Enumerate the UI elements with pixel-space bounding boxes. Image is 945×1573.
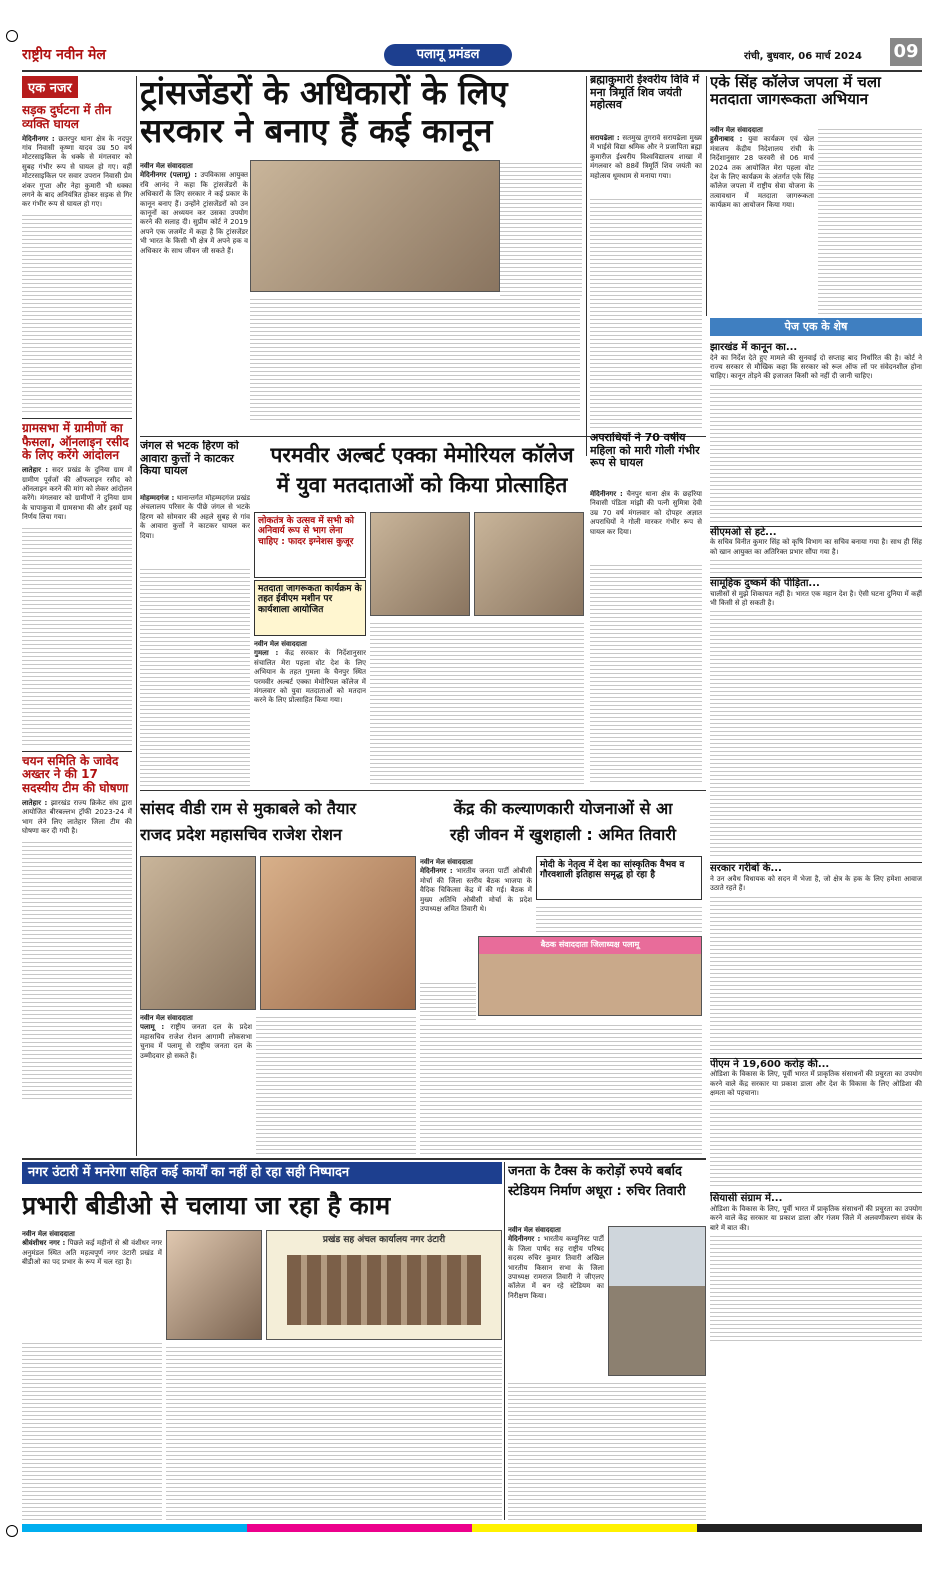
text-continuation: [420, 980, 476, 1020]
lead-body: नवीन मेल संवाददाता मेदिनीनगर (पलामू) : उपविकास आयुक्त रवि आनंद ने कहा कि ट्रांसजेंडरों के अधिकारों के लिए सरकार ने कई प्रकार के कानून बनाए हैं। उन्होंने ट्रांसजेंडरों को उन कानूनों का अध्ययन कर उसका उपयोग करने की सलाह दी। सुप्रीम कोर्ट ने 2019 अपने एक जजमेंट में कहा है कि ट्रांसजेंडर भी भारत के किसी भी क्षेत्र में अपने हक व अधिकार के साथ जीवन जी सकते हैं।: [140, 162, 248, 255]
lead-headline: ट्रांसजेंडरों के अधिकारों के लिए सरकार ने बनाए हैं कई कानून: [140, 74, 508, 150]
side-headline: ब्रह्माकुमारी ईश्वरीय विवि में मना त्रिमूर्ति शिव जयंती महोत्सव: [590, 74, 700, 112]
text-continuation: [710, 894, 922, 1054]
text-continuation: [710, 382, 922, 522]
welfare-quote-box: मोदी के नेतृत्व में देश का सांस्कृतिक वैभव व गौरवशाली इतिहास समृद्ध हो रहा है: [536, 856, 702, 900]
column-rule: [136, 76, 137, 1156]
text-continuation: [22, 1340, 162, 1520]
singh-headline: एके सिंह कॉलेज जपला में चला मतदाता जागरूकता अभियान: [710, 74, 881, 109]
page-one-remainder-tag: पेज एक के शेष: [710, 318, 922, 336]
masthead-rule: [22, 70, 922, 72]
text-continuation: [22, 525, 132, 745]
column-rule: [706, 76, 707, 316]
left-column: [22, 76, 132, 1276]
section-badge: पलामू प्रमंडल: [384, 44, 512, 66]
brief-body: लातेहार : सदर प्रखंड के दुनिया ग्राम में ग्रामीण पूर्वजों की ऑफलाइन रसीद को ऑनलाइन करने की मांग को लेकर आंदोलन करेंगे। मंगलवार को ग्रामीणों ने दुनिया ग्राम के चापाकुवा में ग्रामसभा की और इसमें यह निर्णय लिया गया।: [22, 466, 132, 522]
welfare-headline: केंद्र की कल्याणकारी योजनाओं से आ रही जीवन में खुशहाली : अमित तिवारी: [449, 799, 676, 844]
singh-body: नवीन मेल संवाददाता हुसैनाबाद : युवा कार्यक्रम एवं खेल मंत्रालय केंद्रीय निदेशालय रांची के निर्देशानुसार 28 फरवरी से 06 मार्च 2024 तक आयोजित मेरा पहला वोट देश के लिए कार्यक्रम के अंतर्गत एके सिंह कॉलेज जपला में राष्ट्रीय सेवा योजना के तत्वावधान में मतदाता जागरूकता कार्यक्रम का आयोजन किया गया।: [710, 126, 814, 210]
editorial-column: झारखंड में कानून का... देने का निर्देश देते हुए मामले की सुनवाई दो सप्ताह बाद निर्धारित की है। कोर्ट ने राज्य सरकार से मौखिक कहा कि सरकार को रूल ऑफ लॉ पर संवेदनशील होना चाहिए। कानून तोड़ने की इजाजत किसी को नहीं दी जानी चाहिए। सीएमओ से हटे... के सचिव विनीत कुमार सिंह को कृषि विभाग का सचिव बनाया गया है। साथ ही सिंह को खान आयुक्त का अतिरिक्त प्रभार सौंपा गया है। सामूहिक दुष्कर्म की पीड़िता... चालीसों से मुझे शिकायत नहीं है। भारत एक महान देश है। ऐसी घटना दुनिया में कहीं भी किसी से हो सकती है। सरकार गरीबों के... ने उन अवैध विधायक को सदन में भेजा है, जो क्षेत्र के हक के लिए हमेशा आवाज उठाते रहते हैं। पीएम ने 19,600 करोड़ की... ओडिशा के विकास के लिए, पूर्वी भारत में प्राकृतिक संसाधनों की प्रचुरता का उपयोग करने वाले केंद्र सरकार या प्रकाश डाला और देश के विकास के लिए ओडिशा की क्षमता को पहचाना। सियासी संग्राम में... ओडिशा के विकास के लिए, पूर्वी भारत में प्राकृतिक संसाधनों की प्रचुरता का उपयोग करने वाले केंद्र सरकार या प्रकाश डाला और गंजम जिले में अलवणीकरण संयंत्र के बारे में बात की।: [710, 340, 922, 1530]
text-continuation: [140, 566, 250, 786]
dog-headline: जंगल से भटक हिरण को आवारा कुत्तों ने काटकर किया घायल: [140, 440, 239, 478]
text-continuation: [536, 904, 702, 934]
college-body: नवीन मेल संवाददाता गुमला : केंद्र सरकार के निर्देशानुसार संचालित मेरा पहला वोट देश के लिए अभियान के तहत गुमला के चैनपुर स्थित परमवीर अल्बर्ट एक्का मेमोरियल कॉलेज में मंगलवार को युवा मतदाताओं को मतदान करने के लिए प्रोत्साहित किया गया।: [254, 640, 366, 705]
text-continuation: [590, 196, 702, 428]
mgnrega-headline: प्रभारी बीडीओ से चलाया जा रहा है काम: [22, 1191, 391, 1220]
college-photo-2: [474, 512, 584, 616]
brief-body: लातेहार : झारखंड राज्य क्रिकेट संघ द्वारा आयोजित बीरबल्लभ ट्रॉफी 2023-24 में भाग लेने लिए लातेहार जिला टीम की घोषणा कर दी गयी है।: [22, 799, 132, 836]
page-number: 09: [890, 38, 922, 66]
registration-mark: [6, 30, 18, 42]
stadium-headline: जनता के टैक्स के करोड़ों रुपये बर्बाद स्टेडियम निर्माण अधूरा : रुचिर तिवारी: [508, 1164, 686, 1199]
dog-body: मोहम्मदगंज : थानान्तर्गत मोहम्मदगंज प्रखंड अंचलालय परिसर के पीछे जंगल से भटके हिरण को सोमवार की अहले सुबह से गांव के आवारा कुत्तों ने काटकर घायल कर दिया।: [140, 494, 250, 540]
text-continuation: [508, 1380, 706, 1520]
text-continuation: [710, 608, 922, 858]
side-body: सरायढेला : सतमुख तुगरावे सरायढेला मुख्य में भाईसे विद्या श्रमिक और ने प्रजापिता ब्रह्मा कुमारीज ईश्वरीय विश्वविद्यालय शाखा में मंगलवार को 88वें त्रिमूर्ति शिव जयंती का महोत्सव धूमधाम से मनाया गया।: [590, 134, 702, 180]
bdo-photo: [166, 1230, 262, 1340]
mp-photo-1: [140, 856, 256, 1010]
registration-mark: [6, 1525, 18, 1537]
column-rule: [586, 76, 587, 456]
brief-headline: ग्रामसभा में ग्रामीणों का फैसला, ऑनलाइन रसीद के लिए करेंगे आंदोलन: [22, 418, 132, 463]
mgnrega-strap: नगर उंटारी में मनरेगा सहित कई कार्यों का नहीं हो रहा सही निष्पादन: [22, 1162, 502, 1184]
section-rule: [140, 790, 706, 791]
text-continuation: [22, 839, 132, 1099]
text-continuation: [370, 620, 584, 784]
mp-body: नवीन मेल संवाददाता पलामू : राष्ट्रीय जनता दल के प्रदेश महासचिव राजेश रोशन आगामी लोकसभा चुनाव में पलामू से राष्ट्रीय जनता दल के उम्मीदवार हो सकते हैं।: [140, 1014, 252, 1060]
text-continuation: [256, 1014, 416, 1154]
section-rule: [22, 1158, 706, 1160]
paper-name: राष्ट्रीय नवीन मेल: [22, 47, 106, 63]
text-continuation: [710, 1233, 922, 1343]
college-photo-1: [370, 512, 470, 616]
brief-body: मेदिनीनगर : छतरपुर थाना क्षेत्र के नदपुर गांव निवासी कृष्णा यादव उम्र 50 वर्ष मोटरसाइकिल के धक्के से मंगलवार को सुबह गंभीर रूप से घायल हो गए। वहीं मोटरसाइकिल पर सवार उपरान निवासी प्रेम शंकर गुप्ता और नेहा कुमारी भी धक्का लगने के बाद अनियंत्रित होकर सड़क से गिर कर गंभीर रूप से घायल हो गए।: [22, 134, 132, 209]
office-photo: प्रखंड सह अंचल कार्यालय नगर उंटारी: [266, 1230, 502, 1340]
text-continuation: [590, 562, 702, 784]
text-continuation: [22, 212, 132, 412]
text-continuation: [500, 160, 582, 296]
shot-headline: अपराधियों ने 70 वर्षीय महिला को मारी गोली गंभीर रूप से घायल: [590, 432, 700, 470]
color-bar: [22, 1524, 922, 1532]
college-headline: परमवीर अल्बर्ट एक्का मेमोरियल कॉलेज में युवा मतदाताओं को किया प्रोत्साहित: [270, 443, 574, 497]
lead-photo: [250, 160, 500, 292]
brief-headline: चयन समिति के जावेद अख्तर ने की 17 सदस्यीय टीम की घोषणा: [22, 751, 132, 796]
text-continuation: [710, 1098, 922, 1188]
college-subhead-box: मतदाता जागरूकता कार्यक्रम के तहत ईवीएम मशीन पर कार्यशाला आयोजित: [254, 580, 366, 636]
text-continuation: [818, 126, 922, 316]
welfare-body: नवीन मेल संवाददाता मेदिनीनगर : भारतीय जनता पार्टी ओबीसी मोर्चा की जिला स्तरीय बैठक भाजपा के वैदिक चिकित्सा केंद्र में की गई। बैठक में मुख्य अतिथि ओबीसी मोर्चा के प्रदेश उपाध्यक्ष अमित तिवारी थे।: [420, 858, 532, 914]
stadium-photo: [608, 1226, 706, 1376]
mp-photo-2: [260, 856, 416, 1010]
column-rule: [504, 1162, 505, 1520]
mgnrega-body: नवीन मेल संवाददाता श्रीवंशीधर नगर : पिछले कई महीनों से श्री वंशीधर नगर अनुमंडल स्थित अति महत्वपूर्ण नगर उंटारी प्रखंड में बीडीओ का पद प्रभार के रूप में चल रहा है।: [22, 1230, 162, 1267]
mp-headline: सांसद वीडी राम से मुकाबले को तैयार राजद प्रदेश महासचिव राजेश रोशन: [140, 799, 357, 844]
college-quote-box: लोकतंत्र के उत्सव में सभी को अनिवार्य रूप से भाग लेना चाहिए : फादर इग्नेशस कुजूर: [254, 512, 366, 578]
text-continuation: [420, 1022, 702, 1154]
shot-body: मेदिनीनगर : चैनपुर थाना क्षेत्र के छहरिया निवासी पंडिता मांझी की पत्नी सुमित्रा देवी उम्र 70 वर्ष मंगलवार को दोपहर अज्ञात अपराधियों ने गोली मारकर गंभीर रूप से घायल कर दिया।: [590, 490, 702, 536]
ek-nazar-tag: एक नजर: [22, 76, 78, 98]
brief-headline: सड़क दुर्घटना में तीन व्यक्ति घायल: [22, 103, 112, 131]
stadium-body: नवीन मेल संवाददाता मेदिनीनगर : भारतीय कम्युनिस्ट पार्टी के जिला पार्षद सह राष्ट्रीय परिषद सदस्य रुचिर कुमार तिवारी अखिल भारतीय किसान सभा के जिला उपाध्यक्ष रामराज तिवारी ने जीएलए कॉलेज में बन रहे स्टेडियम का निरीक्षण किया।: [508, 1226, 604, 1300]
date-line: रांची, बुधवार, 06 मार्च 2024: [744, 51, 862, 62]
text-continuation: [166, 1344, 502, 1520]
welfare-photo: बैठक संवाददाता जिलाध्यक्ष पलामू: [478, 936, 702, 1016]
text-continuation: [250, 296, 580, 420]
text-continuation: [710, 557, 922, 573]
